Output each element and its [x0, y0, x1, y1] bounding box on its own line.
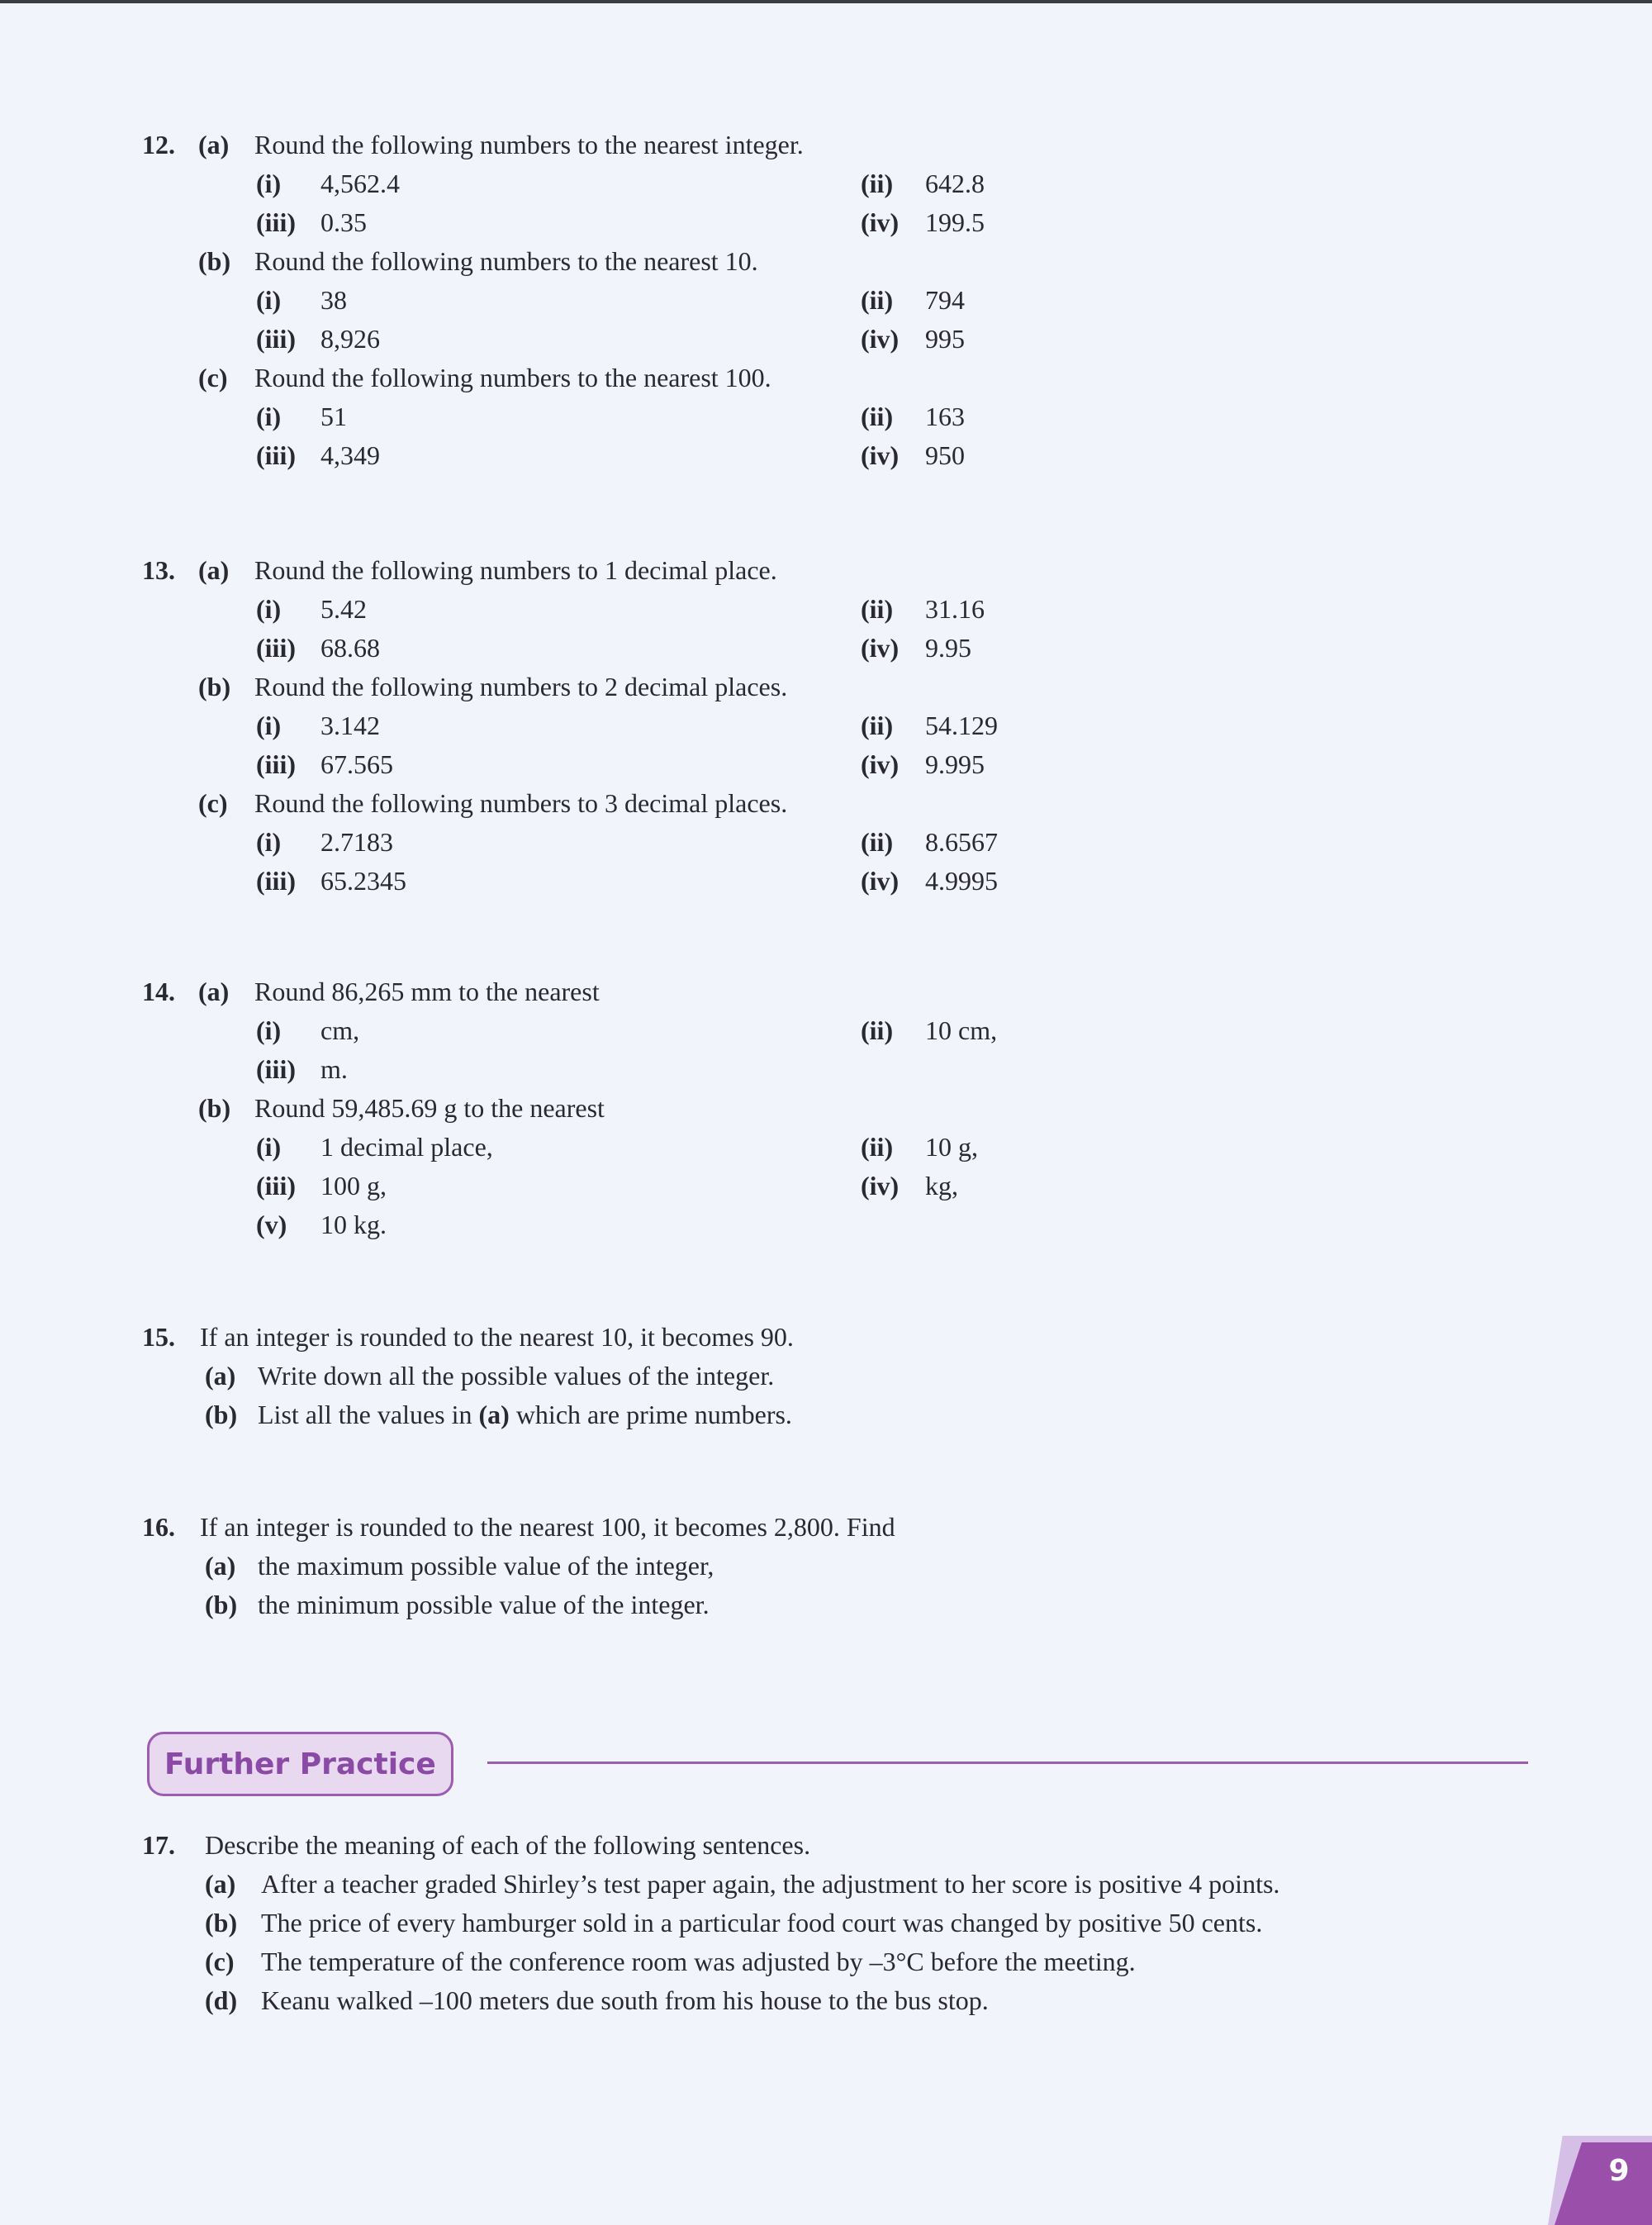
part-text: Round the following numbers to the nearest 100. [254, 363, 771, 392]
item-label: (iii) [256, 324, 296, 354]
item-label: (v) [256, 1210, 287, 1239]
part-reference: (a) [478, 1400, 510, 1429]
item-value: 0.35 [320, 207, 367, 237]
item-label: (iv) [861, 440, 900, 470]
question-number: 16. [142, 1512, 175, 1542]
item-value: 2.7183 [320, 827, 393, 857]
item-label: (iv) [861, 207, 900, 237]
item-label: (iv) [861, 324, 900, 354]
part-label: (a) [198, 555, 230, 585]
item-label: (iii) [256, 633, 296, 663]
item-label: (ii) [861, 169, 894, 198]
item-value: 642.8 [925, 169, 985, 198]
part-label: (b) [205, 1590, 238, 1619]
item-value: 54.129 [925, 711, 998, 740]
question-number: 12. [142, 130, 175, 159]
part-text: Round the following numbers to 1 decimal place. [254, 555, 777, 585]
part-label: (c) [198, 363, 228, 392]
question-number: 15. [142, 1322, 175, 1352]
item-label: (ii) [861, 711, 894, 740]
item-label: (ii) [861, 285, 894, 315]
item-label: (iv) [861, 866, 900, 896]
part-label: (c) [198, 788, 228, 818]
item-value: 65.2345 [320, 866, 406, 896]
item-value: 10 cm, [925, 1015, 998, 1045]
item-label: (i) [256, 402, 282, 431]
item-value: 9.995 [925, 749, 985, 779]
item-value: m. [320, 1054, 348, 1084]
item-label: (iii) [256, 866, 296, 896]
item-value: 950 [925, 440, 965, 470]
item-value: 31.16 [925, 594, 985, 624]
section-title-box [147, 1732, 453, 1796]
part-text [258, 1395, 792, 1434]
item-label: (i) [256, 285, 282, 315]
part-label: (a) [205, 1551, 236, 1581]
item-label: (iv) [861, 749, 900, 779]
item-value: 4.9995 [925, 866, 998, 896]
part-label: (b) [198, 246, 231, 276]
item-value: 10 kg. [320, 1210, 387, 1239]
part-label: (b) [198, 1093, 231, 1123]
part-label: (a) [205, 1869, 236, 1899]
item-value: 5.42 [320, 594, 367, 624]
section-title: Further Practice [164, 1747, 436, 1781]
part-label: (a) [205, 1361, 236, 1391]
part-text: Round the following numbers to the nearest 10. [254, 246, 758, 276]
item-value: kg, [925, 1171, 958, 1200]
item-label: (i) [256, 1132, 282, 1162]
part-label: (a) [198, 977, 230, 1006]
part-text: The temperature of the conference room was adjusted by –3°C before the meeting. [261, 1947, 1136, 1976]
item-value: 4,562.4 [320, 169, 400, 198]
part-text: Write down all the possible values of the integer. [258, 1361, 775, 1391]
question-number: 14. [142, 977, 175, 1006]
item-label: (ii) [861, 827, 894, 857]
part-text: After a teacher graded Shirley’s test paper again, the adjustment to her score is positive 4 points. [261, 1869, 1280, 1899]
item-value: 163 [925, 402, 965, 431]
item-value: cm, [320, 1015, 360, 1045]
item-value: 68.68 [320, 633, 380, 663]
item-label: (i) [256, 711, 282, 740]
page-number-tab [1536, 2136, 1652, 2225]
question-number: 13. [142, 555, 175, 585]
part-label: (d) [205, 1985, 238, 2015]
item-label: (ii) [861, 1015, 894, 1045]
part-text: the minimum possible value of the integer. [258, 1590, 710, 1619]
page-number: 9 [1608, 2154, 1630, 2188]
item-label: (ii) [861, 594, 894, 624]
item-label: (ii) [861, 402, 894, 431]
item-value: 794 [925, 285, 965, 315]
part-text: the maximum possible value of the integer, [258, 1551, 714, 1581]
item-label: (i) [256, 1015, 282, 1045]
item-value: 4,349 [320, 440, 380, 470]
item-value: 51 [320, 402, 347, 431]
item-value: 100 g, [320, 1171, 387, 1200]
question-number: 17. [142, 1830, 175, 1860]
part-label: (b) [198, 672, 231, 701]
text-fragment: which are prime numbers. [509, 1400, 792, 1429]
item-label: (ii) [861, 1132, 894, 1162]
item-value: 1 decimal place, [320, 1132, 493, 1162]
item-value: 9.95 [925, 633, 971, 663]
item-value: 67.565 [320, 749, 393, 779]
part-text: Round the following numbers to the nearest integer. [254, 130, 804, 159]
question-text: If an integer is rounded to the nearest 10, it becomes 90. [200, 1322, 794, 1352]
section-header [147, 1732, 1528, 1798]
item-label: (iii) [256, 207, 296, 237]
part-text: Round 59,485.69 g to the nearest [254, 1093, 605, 1123]
part-label: (b) [205, 1908, 238, 1937]
item-value: 8.6567 [925, 827, 998, 857]
item-label: (iii) [256, 1171, 296, 1200]
section-divider [487, 1761, 1528, 1764]
part-label: (c) [205, 1947, 235, 1976]
item-label: (i) [256, 169, 282, 198]
item-label: (iv) [861, 633, 900, 663]
item-label: (iii) [256, 749, 296, 779]
item-label: (iii) [256, 1054, 296, 1084]
item-value: 8,926 [320, 324, 380, 354]
item-label: (iii) [256, 440, 296, 470]
item-value: 995 [925, 324, 965, 354]
item-label: (i) [256, 594, 282, 624]
question-text: Describe the meaning of each of the following sentences. [205, 1830, 811, 1860]
item-label: (iv) [861, 1171, 900, 1200]
part-text: Round the following numbers to 2 decimal places. [254, 672, 788, 701]
item-value: 3.142 [320, 711, 380, 740]
question-text: If an integer is rounded to the nearest 100, it becomes 2,800. Find [200, 1512, 895, 1542]
item-value: 199.5 [925, 207, 985, 237]
part-text: The price of every hamburger sold in a particular food court was changed by positive 50 cents. [261, 1908, 1263, 1937]
part-label: (b) [205, 1400, 238, 1429]
item-label: (i) [256, 827, 282, 857]
item-value: 38 [320, 285, 347, 315]
item-value: 10 g, [925, 1132, 978, 1162]
part-text: Round 86,265 mm to the nearest [254, 977, 600, 1006]
part-text: Round the following numbers to 3 decimal places. [254, 788, 788, 818]
text-fragment: List all the values in [258, 1400, 479, 1429]
part-text: Keanu walked –100 meters due south from his house to the bus stop. [261, 1985, 989, 2015]
part-label: (a) [198, 130, 230, 159]
